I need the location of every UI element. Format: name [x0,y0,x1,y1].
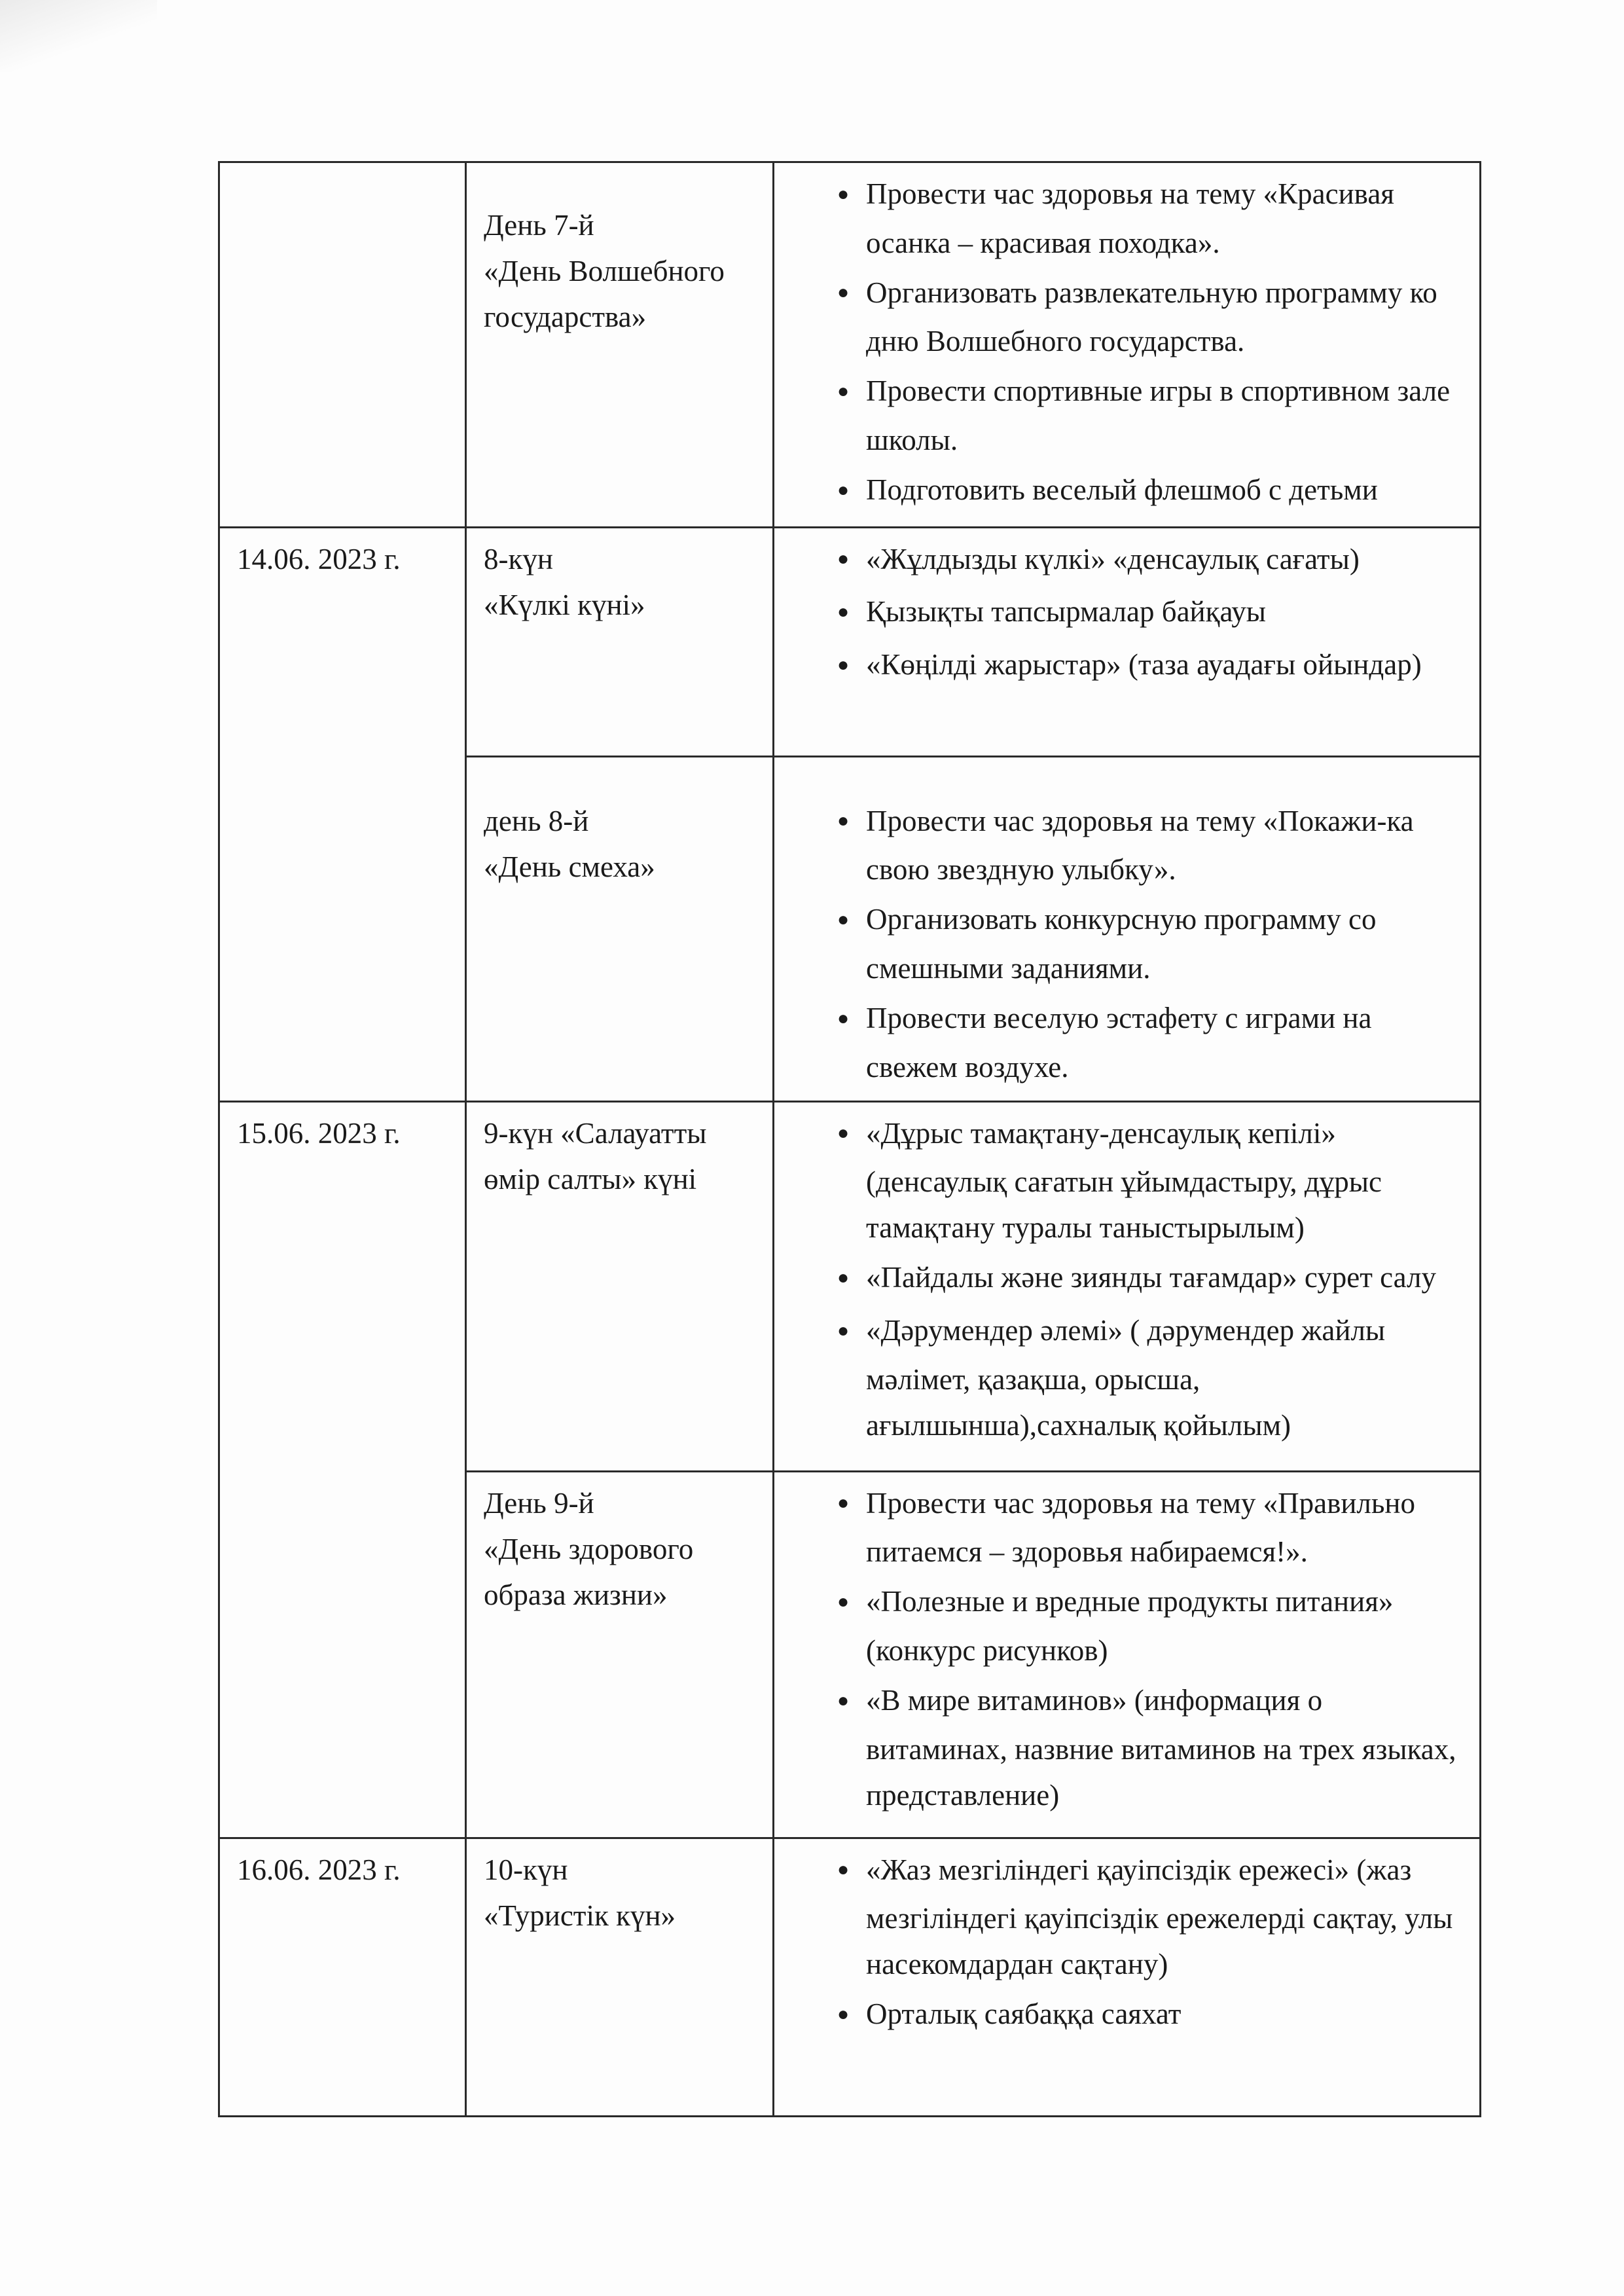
list-item: ● Подготовить веселый флешмоб с детьми [837,467,1464,516]
activity-list [791,1480,1464,1818]
bullet-icon: ● [837,479,850,501]
list-item: ● Орталық саябаққа саяхат [837,1991,1464,2040]
bullet-icon: ● [837,909,850,931]
bullet-icon: ● [837,183,850,205]
list-item: ● «Жаз мезгіліндегі қауіпсіздік ережесі» (жаз мезгіліндегі қауіпсіздік ережелерді сақтау, улы насекомдардан сақтану) [837,1847,1464,1988]
list-item: ● Провести час здоровья на тему «Красивая осанка – красивая походка». [837,171,1464,266]
bullet-icon: ● [837,282,850,304]
table-row [219,527,1481,756]
table-row [219,1101,1481,1471]
bullet-icon: ● [837,601,850,623]
date-cell: 15.06. 2023 г. [219,1101,466,1838]
bullet-icon: ● [837,380,850,403]
bullet-icon: ● [837,1492,850,1514]
date-cell [219,162,466,528]
date-cell: 16.06. 2023 г. [219,1838,466,2116]
day-title: 8-күн «Күлкі күні» [484,542,645,621]
day-title: 10-күн «Туристік күн» [484,1853,676,1932]
bullet-icon: ● [837,1689,850,1711]
activity-list [791,536,1464,691]
bullet-icon: ● [837,810,850,832]
list-item: ● Организовать развлекательную программу ко дню Волшебного государства. [837,270,1464,365]
list-item: ● «Жұлдызды күлкі» «денсаулық сағаты) [837,536,1464,585]
table-row [219,162,1481,528]
day-title: День 7-й «День Волшебного государства» [484,209,725,333]
list-item: ● «Көңілді жарыстар» (таза ауадағы ойындар) [837,642,1464,691]
bullet-icon: ● [837,653,850,676]
day-title: 9-күн «Салауатты өмір салты» күні [484,1116,707,1195]
activities-cell [774,1471,1481,1838]
day-title: День 9-й «День здорового образа жизни» [484,1486,694,1611]
list-item: ● Провести час здоровья на тему «Покажи-ка свою звездную улыбку». [837,798,1464,893]
bullet-icon: ● [837,1591,850,1613]
day-title: день 8-й «День смеха» [484,804,655,883]
activities-cell [774,527,1481,756]
bullet-icon: ● [837,1007,850,1029]
activities-cell [774,162,1481,528]
activities-cell [774,1101,1481,1471]
list-item: ● «В мире витаминов» (информация о витаминах, назвние витаминов на трех языках, представление) [837,1677,1464,1818]
list-item: ● Провести час здоровья на тему «Правильно питаемся – здоровья набираемся!». [837,1480,1464,1575]
list-item: ● Провести спортивные игры в спортивном зале школы. [837,368,1464,463]
day-cell [466,756,774,1101]
list-item: ● «Полезные и вредные продукты питания» (конкурс рисунков) [837,1578,1464,1673]
bullet-icon: ● [837,1859,850,1881]
activity-list [791,171,1464,516]
day-cell [466,527,774,756]
list-item: ● «Дұрыс тамақтану-денсаулық кепілі» (денсаулық сағатын ұйымдастыру, дұрыс тамақтану туралы таныстырылым) [837,1110,1464,1251]
list-item: ● «Дәрумендер әлемі» ( дәрумендер жайлы мәлімет, қазақша, орысша, ағылшынша),сахналық қойылым) [837,1307,1464,1448]
activity-plan-table [218,161,1481,2117]
day-cell [466,1838,774,2116]
list-item: ● «Пайдалы және зиянды тағамдар» сурет салу [837,1254,1464,1303]
date-cell: 14.06. 2023 г. [219,527,466,1101]
day-cell [466,1471,774,1838]
day-cell [466,162,774,528]
activity-list [791,798,1464,1090]
day-cell [466,1101,774,1471]
activity-list [791,1110,1464,1448]
bullet-icon: ● [837,548,850,570]
table-row [219,1838,1481,2116]
list-item: ● Қызықты тапсырмалар байқауы [837,589,1464,638]
activity-list [791,1847,1464,2040]
bullet-icon: ● [837,1319,850,1341]
bullet-icon: ● [837,1122,850,1144]
list-item: ● Организовать конкурсную программу со смешными заданиями. [837,896,1464,991]
bullet-icon: ● [837,1267,850,1289]
activities-cell [774,1838,1481,2116]
bullet-icon: ● [837,2003,850,2026]
activities-cell [774,756,1481,1101]
list-item: ● Провести веселую эстафету с играми на свежем воздухе. [837,995,1464,1090]
scan-artifact [0,0,157,72]
